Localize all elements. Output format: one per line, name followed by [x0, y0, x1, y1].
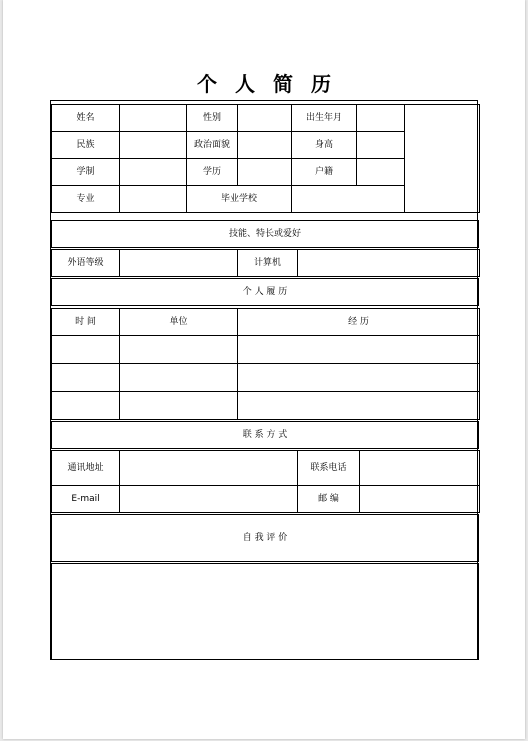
postcode-field[interactable]: [360, 486, 480, 513]
photo-box[interactable]: [405, 105, 480, 213]
history-col-unit: 单位: [120, 309, 238, 336]
major-field[interactable]: [120, 186, 187, 213]
self-evaluation-field[interactable]: [52, 564, 479, 660]
education-label: 学历: [187, 159, 238, 186]
gender-label: 性别: [187, 105, 238, 132]
education-system-field[interactable]: [120, 159, 187, 186]
hukou-label: 户籍: [292, 159, 357, 186]
address-label: 通讯地址: [52, 451, 120, 486]
history-time-cell[interactable]: [52, 392, 120, 420]
history-col-experience: 经 历: [238, 309, 480, 336]
phone-label: 联系电话: [298, 451, 360, 486]
education-field[interactable]: [238, 159, 292, 186]
computer-label: 计算机: [238, 250, 298, 277]
history-time-cell[interactable]: [52, 364, 120, 392]
email-field[interactable]: [120, 486, 298, 513]
birth-label: 出生年月: [292, 105, 357, 132]
hukou-field[interactable]: [357, 159, 405, 186]
history-unit-cell[interactable]: [120, 392, 238, 420]
phone-field[interactable]: [360, 451, 480, 486]
history-time-cell[interactable]: [52, 336, 120, 364]
birth-field[interactable]: [357, 105, 405, 132]
resume-form: [50, 100, 478, 660]
graduate-school-field[interactable]: [292, 186, 405, 213]
self-evaluation-header-table: [51, 514, 479, 562]
name-label: 姓名: [52, 105, 120, 132]
graduate-school-label: 毕业学校: [187, 186, 292, 213]
history-col-time: 时 间: [52, 309, 120, 336]
table-row: [52, 364, 480, 392]
table-row: [52, 392, 480, 420]
political-label: 政治面貌: [187, 132, 238, 159]
self-evaluation-table: [51, 563, 479, 660]
table-row: [52, 336, 480, 364]
computer-field[interactable]: [298, 250, 480, 277]
name-field[interactable]: [120, 105, 187, 132]
contact-table: [51, 450, 480, 513]
contact-header-table: [51, 421, 479, 449]
contact-header: 联 系 方 式: [52, 422, 479, 449]
email-label: E-mail: [52, 486, 120, 513]
self-evaluation-header: 自 我 评 价: [52, 515, 479, 562]
history-header-table: [51, 278, 479, 306]
skills-table: [51, 249, 480, 277]
height-field[interactable]: [357, 132, 405, 159]
history-experience-cell[interactable]: [238, 364, 480, 392]
address-field[interactable]: [120, 451, 298, 486]
title-char-4: 历: [311, 72, 331, 96]
foreign-language-label: 外语等级: [52, 250, 120, 277]
resume-page: [3, 0, 525, 739]
major-label: 专业: [52, 186, 120, 213]
basic-info-table: [51, 104, 480, 213]
postcode-label: 邮 编: [298, 486, 360, 513]
title-char-2: 人: [235, 72, 255, 96]
history-header: 个 人 履 历: [52, 279, 479, 306]
page-title: [3, 68, 525, 97]
history-unit-cell[interactable]: [120, 364, 238, 392]
ethnicity-field[interactable]: [120, 132, 187, 159]
history-experience-cell[interactable]: [238, 336, 480, 364]
history-unit-cell[interactable]: [120, 336, 238, 364]
education-system-label: 学制: [52, 159, 120, 186]
skills-header-table: [51, 220, 479, 248]
ethnicity-label: 民族: [52, 132, 120, 159]
history-experience-cell[interactable]: [238, 392, 480, 420]
gender-field[interactable]: [238, 105, 292, 132]
political-field[interactable]: [238, 132, 292, 159]
foreign-language-field[interactable]: [120, 250, 238, 277]
history-table: [51, 308, 480, 420]
title-char-1: 个: [197, 72, 217, 96]
skills-header: 技能、特长或爱好: [52, 221, 479, 248]
height-label: 身高: [292, 132, 357, 159]
title-char-3: 简: [273, 72, 293, 96]
